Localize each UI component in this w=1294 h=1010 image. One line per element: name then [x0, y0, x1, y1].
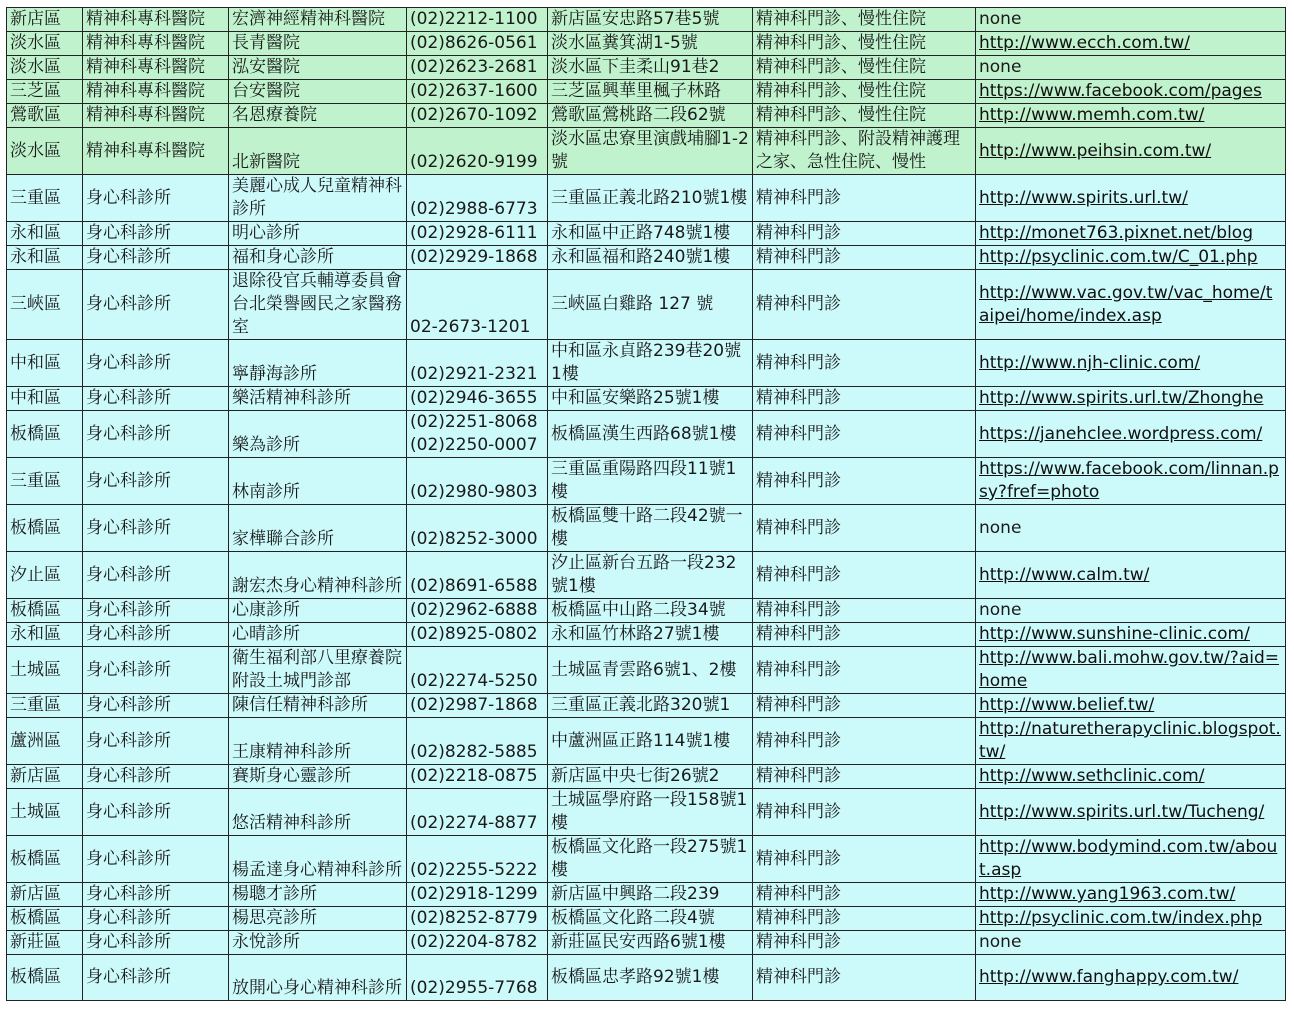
cell-website[interactable]: https://www.facebook.com/linnan.psy?fref=photo	[976, 458, 1286, 505]
cell-service: 精神科門診	[753, 765, 976, 789]
cell-service: 精神科門診	[753, 836, 976, 883]
cell-website[interactable]: http://www.sunshine-clinic.com/	[976, 623, 1286, 647]
cell-service: 精神科門診	[753, 387, 976, 411]
cell-service: 精神科門診、慢性住院	[753, 104, 976, 128]
cell-name: 宏濟神經精神科醫院	[229, 8, 407, 32]
cell-district: 三芝區	[7, 80, 83, 104]
table-row	[7, 128, 1286, 175]
cell-service: 精神科門診	[753, 270, 976, 340]
cell-name: 美麗心成人兒童精神科診所	[229, 175, 407, 222]
cell-address: 淡水區下圭柔山91巷2	[548, 56, 753, 80]
cell-website[interactable]: http://www.spirits.url.tw/Tucheng/	[976, 789, 1286, 836]
cell-address: 鶯歌區鶯桃路二段62號	[548, 104, 753, 128]
cell-website[interactable]: https://www.facebook.com/pages	[976, 80, 1286, 104]
cell-phone: (02)2274-8877	[407, 789, 548, 836]
cell-service: 精神科門診	[753, 647, 976, 694]
cell-name: 家樺聯合診所	[229, 505, 407, 552]
cell-name: 楊聰才診所	[229, 883, 407, 907]
table-row	[7, 931, 1286, 955]
table-row	[7, 56, 1286, 80]
cell-address: 三重區重陽路四段11號1樓	[548, 458, 753, 505]
cell-address: 板橋區忠孝路92號1樓	[548, 955, 753, 1001]
table-row	[7, 599, 1286, 623]
cell-service: 精神科門診、慢性住院	[753, 32, 976, 56]
cell-name: 心康診所	[229, 599, 407, 623]
cell-phone: (02)2212-1100	[407, 8, 548, 32]
cell-address: 土城區青雲路6號1、2樓	[548, 647, 753, 694]
table-row	[7, 552, 1286, 599]
cell-website[interactable]: http://psyclinic.com.tw/C_01.php	[976, 246, 1286, 270]
table-row	[7, 222, 1286, 246]
cell-name: 泓安醫院	[229, 56, 407, 80]
cell-phone: (02)2929-1868	[407, 246, 548, 270]
cell-phone: (02)8252-3000	[407, 505, 548, 552]
cell-website: none	[976, 56, 1286, 80]
cell-phone: (02)2274-5250	[407, 647, 548, 694]
cell-name: 永悅診所	[229, 931, 407, 955]
cell-phone: (02)2251-8068 (02)2250-0007	[407, 411, 548, 458]
cell-address: 板橋區文化路二段4號	[548, 907, 753, 931]
table-row	[7, 623, 1286, 647]
table-row	[7, 411, 1286, 458]
cell-phone: (02)2946-3655	[407, 387, 548, 411]
cell-address: 板橋區中山路二段34號	[548, 599, 753, 623]
cell-district: 中和區	[7, 340, 83, 387]
table-row	[7, 175, 1286, 222]
cell-service: 精神科門診	[753, 955, 976, 1001]
cell-name: 謝宏杰身心精神科診所	[229, 552, 407, 599]
cell-type: 身心科診所	[83, 955, 229, 1001]
cell-district: 汐止區	[7, 552, 83, 599]
cell-type: 精神科專科醫院	[83, 128, 229, 175]
cell-district: 淡水區	[7, 128, 83, 175]
cell-address: 板橋區漢生西路68號1樓	[548, 411, 753, 458]
cell-phone: (02)2987-1868	[407, 694, 548, 718]
cell-type: 身心科診所	[83, 458, 229, 505]
cell-website[interactable]: http://www.spirits.url.tw/Zhonghe	[976, 387, 1286, 411]
cell-district: 板橋區	[7, 505, 83, 552]
cell-website[interactable]: http://www.memh.com.tw/	[976, 104, 1286, 128]
cell-website[interactable]: http://www.peihsin.com.tw/	[976, 128, 1286, 175]
cell-phone: (02)2928-6111	[407, 222, 548, 246]
cell-website[interactable]: http://www.ecch.com.tw/	[976, 32, 1286, 56]
cell-name: 樂為診所	[229, 411, 407, 458]
cell-service: 精神科門診	[753, 718, 976, 765]
cell-name: 長青醫院	[229, 32, 407, 56]
cell-website[interactable]: http://psyclinic.com.tw/index.php	[976, 907, 1286, 931]
table-row	[7, 458, 1286, 505]
cell-district: 淡水區	[7, 32, 83, 56]
cell-address: 永和區竹林路27號1樓	[548, 623, 753, 647]
cell-type: 身心科診所	[83, 246, 229, 270]
cell-address: 汐止區新台五路一段232號1樓	[548, 552, 753, 599]
cell-phone: (02)8925-0802	[407, 623, 548, 647]
table-row	[7, 694, 1286, 718]
cell-service: 精神科門診	[753, 789, 976, 836]
cell-type: 身心科診所	[83, 599, 229, 623]
cell-website[interactable]: https://janehclee.wordpress.com/	[976, 411, 1286, 458]
cell-type: 身心科診所	[83, 340, 229, 387]
cell-name: 林南診所	[229, 458, 407, 505]
table-row	[7, 387, 1286, 411]
table-row	[7, 789, 1286, 836]
cell-address: 中和區安樂路25號1樓	[548, 387, 753, 411]
cell-name: 名恩療養院	[229, 104, 407, 128]
cell-address: 板橋區雙十路二段42號一樓	[548, 505, 753, 552]
cell-name: 悠活精神科診所	[229, 789, 407, 836]
cell-address: 三芝區興華里楓子林路	[548, 80, 753, 104]
cell-name: 放開心身心精神科診所	[229, 955, 407, 1001]
cell-phone: (02)2955-7768	[407, 955, 548, 1001]
cell-type: 身心科診所	[83, 411, 229, 458]
table-row	[7, 80, 1286, 104]
cell-website[interactable]: http://www.vac.gov.tw/vac_home/taipei/home/index.asp	[976, 270, 1286, 340]
cell-service: 精神科門診	[753, 246, 976, 270]
cell-service: 精神科門診	[753, 411, 976, 458]
cell-address: 板橋區文化路一段275號1樓	[548, 836, 753, 883]
cell-district: 板橋區	[7, 836, 83, 883]
cell-district: 三重區	[7, 694, 83, 718]
cell-address: 中和區永貞路239巷20號1樓	[548, 340, 753, 387]
table-row	[7, 647, 1286, 694]
cell-website: none	[976, 599, 1286, 623]
cell-phone: (02)2962-6888	[407, 599, 548, 623]
cell-name: 北新醫院	[229, 128, 407, 175]
cell-phone: (02)2620-9199	[407, 128, 548, 175]
cell-website: none	[976, 8, 1286, 32]
cell-district: 永和區	[7, 222, 83, 246]
cell-district: 新店區	[7, 765, 83, 789]
cell-website[interactable]: http://www.calm.tw/	[976, 552, 1286, 599]
cell-website[interactable]: http://www.sethclinic.com/	[976, 765, 1286, 789]
cell-phone: (02)2980-9803	[407, 458, 548, 505]
cell-type: 身心科診所	[83, 647, 229, 694]
cell-website[interactable]: http://www.bali.mohw.gov.tw/?aid=home	[976, 647, 1286, 694]
cell-district: 板橋區	[7, 955, 83, 1001]
cell-website[interactable]: http://www.spirits.url.tw/	[976, 175, 1286, 222]
cell-address: 新店區中央七街26號2	[548, 765, 753, 789]
cell-website[interactable]: http://naturetherapyclinic.blogspot.tw/	[976, 718, 1286, 765]
cell-phone: (02)8691-6588	[407, 552, 548, 599]
table-row	[7, 340, 1286, 387]
cell-service: 精神科門診	[753, 175, 976, 222]
cell-type: 精神科專科醫院	[83, 32, 229, 56]
cell-website[interactable]: http://monet763.pixnet.net/blog	[976, 222, 1286, 246]
cell-website: none	[976, 505, 1286, 552]
cell-phone: 02-2673-1201	[407, 270, 548, 340]
cell-address: 淡水區糞箕湖1-5號	[548, 32, 753, 56]
cell-website[interactable]: http://www.bodymind.com.tw/about.asp	[976, 836, 1286, 883]
cell-service: 精神科門診	[753, 907, 976, 931]
cell-district: 永和區	[7, 246, 83, 270]
cell-district: 新店區	[7, 8, 83, 32]
cell-address: 三重區正義北路320號1	[548, 694, 753, 718]
cell-type: 身心科診所	[83, 270, 229, 340]
table-row	[7, 246, 1286, 270]
cell-type: 精神科專科醫院	[83, 80, 229, 104]
cell-service: 精神科門診、慢性住院	[753, 8, 976, 32]
cell-phone: (02)2637-1600	[407, 80, 548, 104]
cell-name: 楊孟達身心精神科診所	[229, 836, 407, 883]
cell-district: 新莊區	[7, 931, 83, 955]
cell-phone: (02)2670-1092	[407, 104, 548, 128]
cell-service: 精神科門診	[753, 458, 976, 505]
cell-district: 板橋區	[7, 411, 83, 458]
table-row	[7, 32, 1286, 56]
cell-district: 蘆洲區	[7, 718, 83, 765]
cell-district: 三峽區	[7, 270, 83, 340]
cell-type: 身心科診所	[83, 718, 229, 765]
cell-type: 身心科診所	[83, 623, 229, 647]
cell-district: 土城區	[7, 647, 83, 694]
cell-website[interactable]: http://www.njh-clinic.com/	[976, 340, 1286, 387]
cell-website[interactable]: http://www.fanghappy.com.tw/	[976, 955, 1286, 1001]
cell-address: 淡水區忠寮里演戲埔腳1-2號	[548, 128, 753, 175]
cell-district: 三重區	[7, 175, 83, 222]
cell-name: 寧靜海診所	[229, 340, 407, 387]
cell-service: 精神科門診、慢性住院	[753, 80, 976, 104]
cell-address: 新莊區民安西路6號1樓	[548, 931, 753, 955]
cell-phone: (02)2623-2681	[407, 56, 548, 80]
cell-name: 王康精神科診所	[229, 718, 407, 765]
cell-type: 身心科診所	[83, 505, 229, 552]
cell-type: 身心科診所	[83, 883, 229, 907]
cell-type: 精神科專科醫院	[83, 8, 229, 32]
cell-district: 板橋區	[7, 599, 83, 623]
cell-district: 新店區	[7, 883, 83, 907]
cell-phone: (02)8626-0561	[407, 32, 548, 56]
table-row	[7, 104, 1286, 128]
cell-service: 精神科門診	[753, 340, 976, 387]
cell-type: 身心科診所	[83, 836, 229, 883]
cell-address: 永和區福和路240號1樓	[548, 246, 753, 270]
cell-address: 永和區中正路748號1樓	[548, 222, 753, 246]
table-row	[7, 907, 1286, 931]
cell-type: 身心科診所	[83, 387, 229, 411]
cell-name: 楊思亮診所	[229, 907, 407, 931]
cell-name: 退除役官兵輔導委員會台北榮譽國民之家醫務室	[229, 270, 407, 340]
cell-district: 鶯歌區	[7, 104, 83, 128]
cell-name: 樂活精神科診所	[229, 387, 407, 411]
table-row	[7, 505, 1286, 552]
table-row	[7, 765, 1286, 789]
cell-address: 三峽區白雞路 127 號	[548, 270, 753, 340]
cell-service: 精神科門診	[753, 623, 976, 647]
cell-website[interactable]: http://www.belief.tw/	[976, 694, 1286, 718]
cell-district: 淡水區	[7, 56, 83, 80]
cell-phone: (02)2204-8782	[407, 931, 548, 955]
table-row	[7, 955, 1286, 1001]
cell-name: 賽斯身心靈診所	[229, 765, 407, 789]
cell-service: 精神科門診	[753, 552, 976, 599]
cell-address: 中蘆洲區正路114號1樓	[548, 718, 753, 765]
cell-website[interactable]: http://www.yang1963.com.tw/	[976, 883, 1286, 907]
cell-name: 衛生福利部八里療養院附設土城門診部	[229, 647, 407, 694]
cell-address: 三重區正義北路210號1樓	[548, 175, 753, 222]
cell-type: 身心科診所	[83, 789, 229, 836]
table-row	[7, 883, 1286, 907]
cell-district: 永和區	[7, 623, 83, 647]
cell-service: 精神科門診、附設精神護理之家、急性住院、慢性	[753, 128, 976, 175]
cell-type: 身心科診所	[83, 694, 229, 718]
cell-district: 三重區	[7, 458, 83, 505]
cell-name: 台安醫院	[229, 80, 407, 104]
cell-phone: (02)8252-8779	[407, 907, 548, 931]
cell-name: 明心診所	[229, 222, 407, 246]
cell-address: 新店區安忠路57巷5號	[548, 8, 753, 32]
cell-service: 精神科門診	[753, 931, 976, 955]
cell-district: 板橋區	[7, 907, 83, 931]
table-row	[7, 8, 1286, 32]
cell-phone: (02)2988-6773	[407, 175, 548, 222]
table-row	[7, 718, 1286, 765]
table-row	[7, 270, 1286, 340]
table-row	[7, 836, 1286, 883]
cell-type: 精神科專科醫院	[83, 56, 229, 80]
clinic-table	[6, 7, 1286, 1001]
cell-type: 身心科診所	[83, 931, 229, 955]
cell-phone: (02)2918-1299	[407, 883, 548, 907]
cell-type: 身心科診所	[83, 222, 229, 246]
cell-phone: (02)2921-2321	[407, 340, 548, 387]
cell-service: 精神科門診	[753, 222, 976, 246]
cell-type: 身心科診所	[83, 552, 229, 599]
cell-service: 精神科門診	[753, 505, 976, 552]
cell-service: 精神科門診	[753, 694, 976, 718]
cell-type: 身心科診所	[83, 765, 229, 789]
cell-address: 土城區學府路一段158號1樓	[548, 789, 753, 836]
cell-type: 精神科專科醫院	[83, 104, 229, 128]
cell-name: 福和身心診所	[229, 246, 407, 270]
cell-service: 精神科門診	[753, 599, 976, 623]
cell-phone: (02)8282-5885	[407, 718, 548, 765]
cell-service: 精神科門診、慢性住院	[753, 56, 976, 80]
cell-phone: (02)2255-5222	[407, 836, 548, 883]
cell-district: 土城區	[7, 789, 83, 836]
cell-service: 精神科門診	[753, 883, 976, 907]
cell-address: 新店區中興路二段239	[548, 883, 753, 907]
cell-website: none	[976, 931, 1286, 955]
cell-district: 中和區	[7, 387, 83, 411]
cell-type: 身心科診所	[83, 907, 229, 931]
cell-name: 心晴診所	[229, 623, 407, 647]
cell-type: 身心科診所	[83, 175, 229, 222]
cell-name: 陳信任精神科診所	[229, 694, 407, 718]
cell-phone: (02)2218-0875	[407, 765, 548, 789]
